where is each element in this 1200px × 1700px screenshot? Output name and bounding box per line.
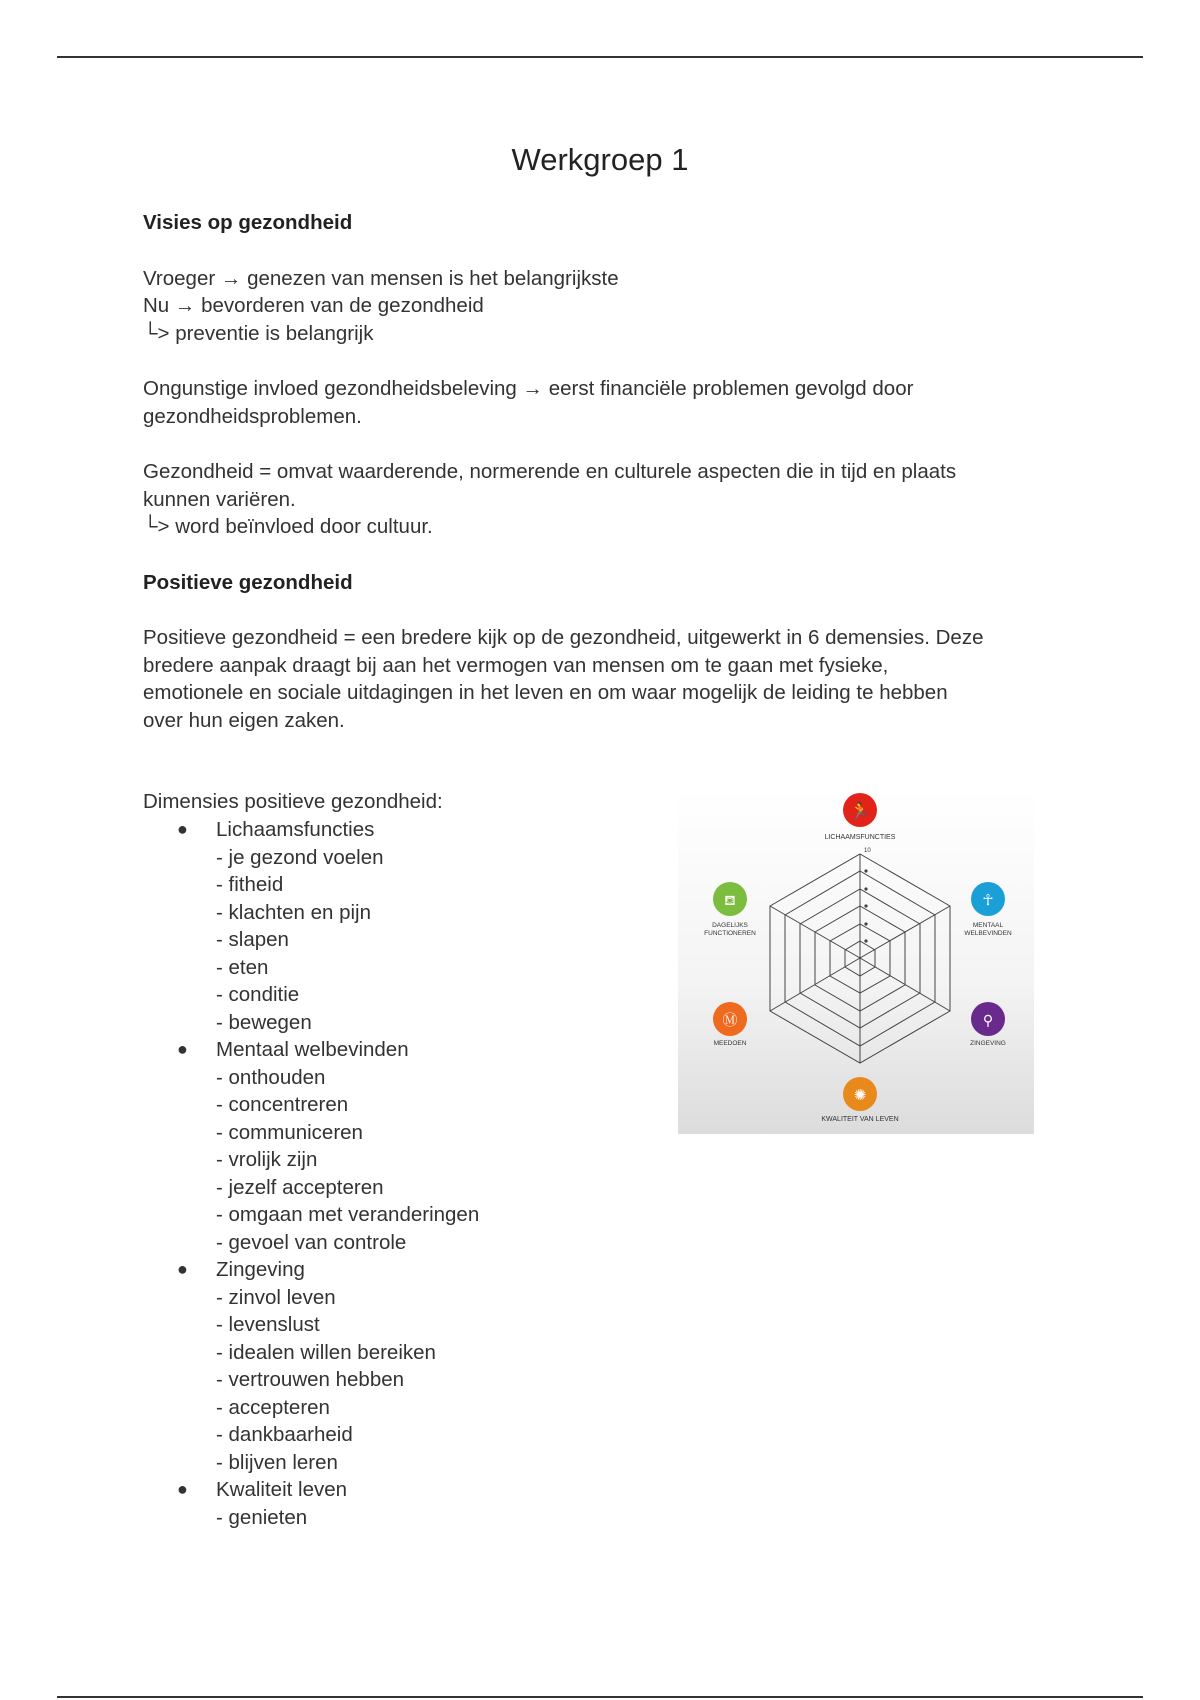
list-item <box>143 954 479 982</box>
line-nu-a: Nu <box>143 294 170 317</box>
list-item <box>143 1146 479 1174</box>
sub-item: - levenslust <box>216 1313 320 1336</box>
list-item <box>143 1449 479 1477</box>
list-item <box>143 899 479 927</box>
para-positieve-l2: bredere aanpak draagt bij aan het vermogen van mensen om te gaan met fysieke, <box>143 653 889 677</box>
sub-item: - conditie <box>216 983 300 1006</box>
list-item <box>143 1284 479 1312</box>
para-positieve-l1: Positieve gezondheid = een bredere kijk op de gezondheid, uitgewerkt in 6 demensies. Deze <box>143 626 984 649</box>
para-positieve-l3: emotionele en sociale uitdagingen in het leven en om waar mogelijk de leiding te hebben <box>143 681 948 704</box>
list-item <box>143 1201 479 1229</box>
scale-dot <box>864 922 867 925</box>
list-item <box>143 1339 479 1367</box>
label-dagelijks-1: DAGELIJKS <box>712 922 748 929</box>
arrow-right-icon: → <box>174 294 196 317</box>
list-item <box>143 1229 479 1257</box>
sub-item: - dankbaarheid <box>216 1423 353 1446</box>
para-ongunstige-a: Ongunstige invloed gezondheidsbeleving <box>143 377 517 400</box>
list-item <box>143 871 479 899</box>
list-item <box>143 816 479 844</box>
line-preventie: └> preventie is belangrijk <box>143 322 374 345</box>
label-dagelijks-2: FUNCTIONEREN <box>704 930 756 937</box>
para-gezondheid <box>143 458 1073 541</box>
list-item <box>143 981 479 1009</box>
zingeving-icon <box>971 1002 1005 1036</box>
sub-item: - blijven leren <box>216 1450 338 1474</box>
sub-item: - gevoel van controle <box>216 1230 407 1254</box>
sub-item: - jezelf accepteren <box>216 1175 384 1199</box>
scale-dot <box>864 939 867 942</box>
dimensions-title: Dimensies positieve gezondheid: <box>143 790 443 813</box>
meedoen-icon <box>713 1002 747 1036</box>
sub-item: - vertrouwen hebben <box>216 1368 405 1391</box>
list-item <box>143 1504 479 1532</box>
label-mentaal-2: WELBEVINDEN <box>964 930 1012 937</box>
sub-item: - vrolijk zijn <box>216 1148 318 1171</box>
line-nu <box>143 292 484 320</box>
para-gezondheid-b: kunnen variëren. <box>143 487 296 511</box>
label-lichaamsfuncties: LICHAAMSFUNCTIES <box>824 834 896 841</box>
dimension-label: Lichaamsfuncties <box>216 818 375 841</box>
label-zingeving: ZINGEVING <box>970 1040 1006 1047</box>
sub-item: - genieten <box>216 1505 308 1529</box>
para-ongunstige-b: eerst financiële problemen gevolgd door <box>548 377 914 400</box>
list-item <box>143 1421 479 1449</box>
sub-item: - idealen willen bereiken <box>216 1340 436 1364</box>
para-gezondheid-c: └> word beïnvloed door cultuur. <box>143 515 433 538</box>
para-positieve-l4: over hun eigen zaken. <box>143 708 345 732</box>
section-heading-positieve: Positieve gezondheid <box>143 571 353 594</box>
scale-dot <box>864 869 867 872</box>
bullet-icon: ● <box>177 1259 188 1279</box>
page-title: Werkgroep 1 <box>511 142 689 177</box>
bullet-icon: ● <box>177 1039 188 1059</box>
spider-web-diagram <box>678 789 1034 1134</box>
svg-text:⚲: ⚲ <box>982 1013 994 1029</box>
scale-dot <box>864 887 867 890</box>
list-item <box>143 844 479 872</box>
sub-item: - eten <box>216 955 269 979</box>
dimension-label: Zingeving <box>216 1258 305 1281</box>
list-item <box>143 1394 479 1422</box>
sub-item: - slapen <box>216 928 289 951</box>
bullet-icon: ● <box>177 1479 188 1499</box>
line-vroeger-a: Vroeger <box>143 267 216 290</box>
label-meedoen: MEEDOEN <box>713 1040 747 1047</box>
list-item <box>143 1311 479 1339</box>
bullet-icon: ● <box>177 819 188 839</box>
list-item <box>143 1036 479 1064</box>
list-item <box>143 1174 479 1202</box>
list-item <box>143 1064 479 1092</box>
para-ongunstige <box>143 375 1073 430</box>
dimensions-list <box>143 816 479 1531</box>
dimension-label: Kwaliteit leven <box>216 1478 348 1501</box>
sub-item: - zinvol leven <box>216 1285 336 1309</box>
mentaal-welbevinden-icon <box>971 882 1005 916</box>
line-nu-b: bevorderen van de gezondheid <box>201 294 484 317</box>
sub-item: - concentreren <box>216 1093 349 1116</box>
sub-item: - je gezond voelen <box>216 845 384 869</box>
scale-max-label: 10 <box>864 848 871 854</box>
dimension-label: Mentaal welbevinden <box>216 1038 409 1061</box>
svg-text:🏃: 🏃 <box>850 801 870 820</box>
list-item <box>143 1476 479 1504</box>
label-kwaliteit: KWALITEIT VAN LEVEN <box>821 1116 899 1123</box>
svg-text:Ⓜ: Ⓜ <box>722 1011 738 1029</box>
sub-item: - accepteren <box>216 1395 330 1419</box>
sub-item: - onthouden <box>216 1065 326 1089</box>
arrow-right-icon: → <box>220 267 242 290</box>
sub-item: - klachten en pijn <box>216 900 371 924</box>
sub-item: - bewegen <box>216 1010 312 1034</box>
list-item <box>143 1256 479 1284</box>
para-ongunstige-c: gezondheidsproblemen. <box>143 404 362 428</box>
list-item <box>143 1091 479 1119</box>
label-mentaal-1: MENTAAL <box>972 922 1004 929</box>
header-rule <box>57 56 1143 58</box>
svg-text:✺: ✺ <box>853 1086 867 1104</box>
sub-item: - communiceren <box>216 1120 363 1144</box>
arrow-right-icon: → <box>522 377 544 400</box>
line-vroeger-b: genezen van mensen is het belangrijkste <box>247 267 619 290</box>
section-heading-visies: Visies op gezondheid <box>143 211 353 234</box>
para-gezondheid-a: Gezondheid = omvat waarderende, normerende en culturele aspecten die in tijd en plaats <box>143 460 957 483</box>
positieve-gezondheid-spinnenweb-figure <box>678 789 1034 1134</box>
list-item <box>143 1119 479 1147</box>
kwaliteit-van-leven-icon <box>843 1077 877 1111</box>
footer-rule <box>57 1696 1143 1698</box>
list-item <box>143 1009 479 1037</box>
list-item <box>143 1366 479 1394</box>
line-vroeger <box>143 265 619 293</box>
list-item <box>143 926 479 954</box>
lichaamsfuncties-icon <box>843 793 877 827</box>
sub-item: - omgaan met veranderingen <box>216 1203 480 1226</box>
svg-text:⛾: ⛾ <box>724 893 736 909</box>
dagelijks-functioneren-icon <box>713 882 747 916</box>
sub-item: - fitheid <box>216 873 284 896</box>
svg-text:☥: ☥ <box>982 891 994 909</box>
para-positieve <box>143 624 1073 734</box>
scale-dot <box>864 904 867 907</box>
